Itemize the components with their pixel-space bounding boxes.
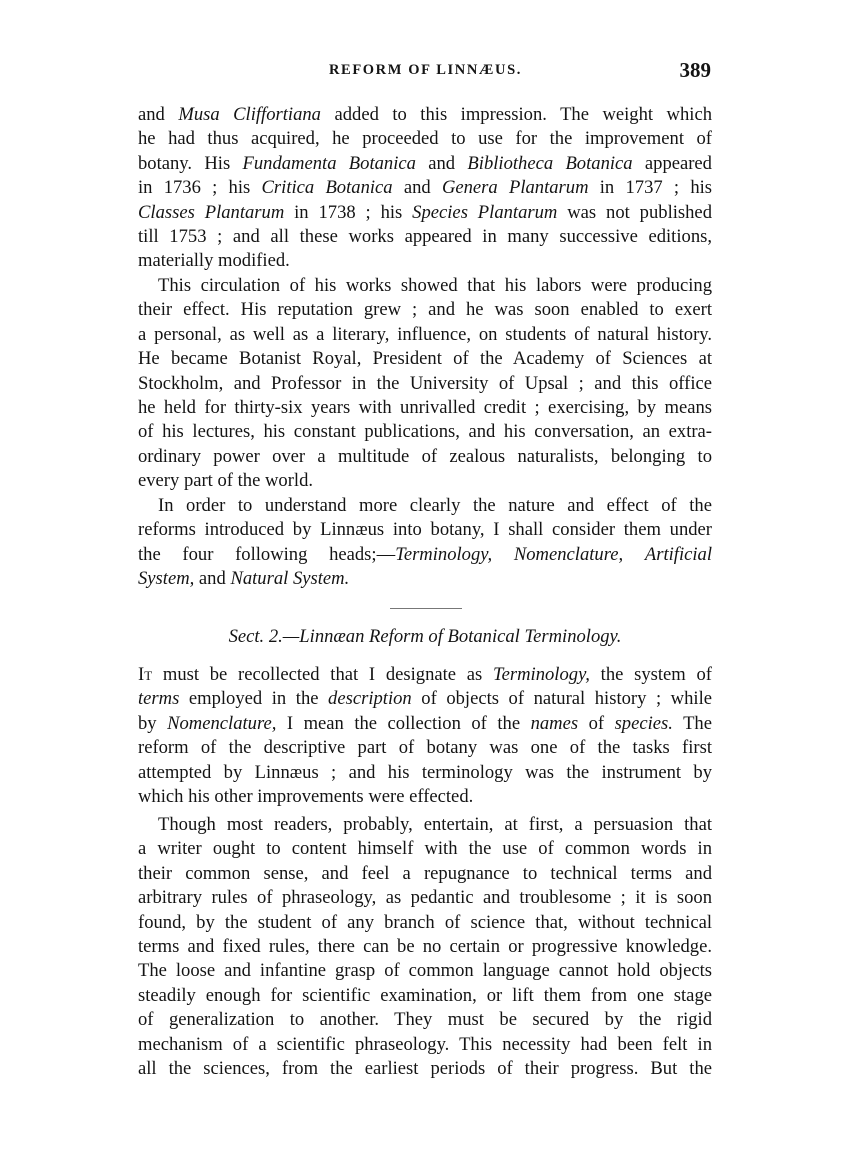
text-line: materially modified. bbox=[138, 250, 290, 272]
page-number: 389 bbox=[679, 58, 711, 82]
text-line: till 1753 ; and all these works appeared in many successive editions, bbox=[138, 225, 712, 247]
text-line: It must be recollected that I designate as Terminology, the system of bbox=[138, 664, 712, 685]
text-line: Though most readers, probably, entertain, at first, a persuasion that bbox=[158, 814, 712, 835]
paragraph-3 bbox=[138, 494, 712, 592]
text-line: their effect. His reputation grew ; and he was soon enabled to exert bbox=[138, 299, 712, 321]
text-line: of his lectures, his constant publications, and his conversation, an extra- bbox=[138, 421, 712, 443]
text-line: attempted by Linnæus ; and his terminology was the instrument by bbox=[138, 761, 712, 783]
text-line: The loose and infantine grasp of common language cannot hold objects bbox=[138, 960, 712, 982]
text-line: This circulation of his works showed that his labors were producing bbox=[158, 275, 712, 296]
text-line: he held for thirty-six years with unrivalled credit ; exercising, by means bbox=[138, 396, 712, 418]
text-line: terms employed in the description of objects of natural history ; while bbox=[138, 688, 712, 710]
running-head: REFORM OF LINNÆUS. bbox=[328, 62, 522, 78]
text-line: which his other improvements were effected. bbox=[138, 785, 474, 807]
text-line: of generalization to another. They must be secured by the rigid bbox=[138, 1009, 712, 1031]
section-divider bbox=[390, 608, 462, 609]
text-line: the four following heads;—Terminology, Nomenclature, Artificial bbox=[138, 543, 712, 565]
section-heading: Sect. 2.—Linnæan Reform of Botanical Terminology. bbox=[228, 626, 622, 647]
text-line: every part of the world. bbox=[138, 470, 314, 492]
paragraph-1 bbox=[138, 103, 712, 274]
text-line: a writer ought to content himself with the use of common words in bbox=[138, 838, 712, 860]
text-line: In order to understand more clearly the nature and effect of the bbox=[158, 495, 712, 516]
text-line: ordinary power over a multitude of zealous naturalists, belonging to bbox=[138, 445, 712, 467]
text-line: in 1736 ; his Critica Botanica and Genera Plantarum in 1737 ; his bbox=[138, 177, 713, 199]
text-line: System, and Natural System. bbox=[138, 568, 350, 590]
text-line: reform of the descriptive part of botany was one of the tasks first bbox=[138, 737, 712, 759]
text-line: by Nomenclature, I mean the collection of the names of species. The bbox=[138, 712, 712, 734]
text-line: and Musa Cliffortiana added to this impression. The weight which bbox=[138, 104, 712, 125]
text-line: botany. His Fundamenta Botanica and Bibliotheca Botanica appeared bbox=[138, 152, 712, 174]
page-header bbox=[138, 58, 713, 88]
text-line: Classes Plantarum in 1738 ; his Species Plantarum was not published bbox=[138, 201, 712, 223]
text-line: steadily enough for scientific examination, or lift them from one stage bbox=[138, 984, 712, 1006]
paragraph-4 bbox=[138, 663, 712, 809]
text-line: all the sciences, from the earliest periods of their progress. But the bbox=[138, 1057, 712, 1079]
text-line: their common sense, and feel a repugnance to technical terms and bbox=[138, 862, 712, 884]
text-line: arbitrary rules of phraseology, as pedantic and troublesome ; it is soon bbox=[138, 887, 712, 909]
paragraph-5 bbox=[138, 813, 712, 1081]
text-line: a personal, as well as a literary, influence, on students of natural history. bbox=[138, 323, 712, 345]
text-line: mechanism of a scientific phraseology. This necessity had been felt in bbox=[138, 1033, 712, 1055]
text-line: Stockholm, and Professor in the University of Upsal ; and this office bbox=[138, 372, 712, 394]
text-line: reforms introduced by Linnæus into botany, I shall consider them under bbox=[138, 519, 712, 541]
paragraph-2 bbox=[138, 274, 712, 494]
text-line: found, by the student of any branch of science that, without technical bbox=[138, 911, 712, 933]
text-line: He became Botanist Royal, President of the Academy of Sciences at bbox=[138, 348, 712, 370]
text-line: he had thus acquired, he proceeded to use for the improvement of bbox=[138, 128, 712, 150]
text-line: terms and fixed rules, there can be no certain or progressive knowledge. bbox=[138, 935, 712, 957]
